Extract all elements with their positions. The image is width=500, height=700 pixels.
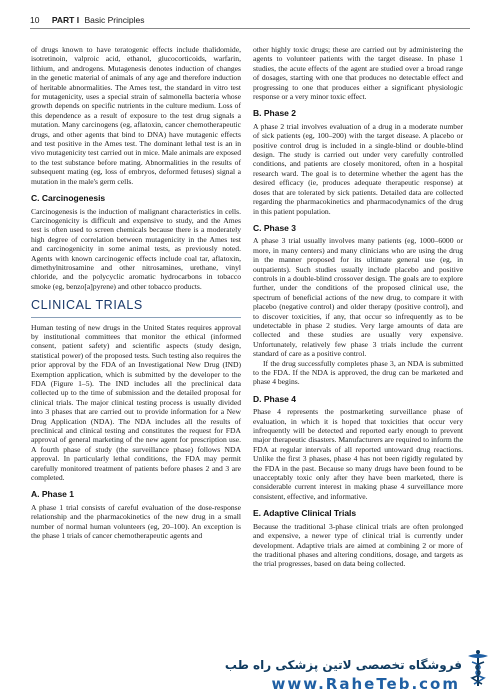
carcinogenesis-paragraph: Carcinogenesis is the induction of malignant characteristics in cells. Carcinogenicity is difficult and expensive to study, and the Ames test is often used to screen chemicals because there is a moderately high degree of correlation between mutagenicity in the Ames test and carcinogenicity in some animal tests, as previously noted. Agents with known carcinogenic effects include coal tar, aflatoxin, dimethylnitrosamine and other nitrosamines, urethane, vinyl chloride, and the polycyclic aromatic hydrocarbons in tobacco smoke (eg, benzo[a]pyrene) and other tobacco products. [31, 206, 241, 291]
section-rule [31, 317, 241, 318]
phase4-heading: D. Phase 4 [253, 393, 296, 404]
phase4-paragraph: Phase 4 represents the postmarketing surveillance phase of evaluation, in which it is hoped that toxicities that occur very infrequently will be detected and reported early enough to prevent major therapeutic disasters. Manufacturers are required to inform the FDA at regular intervals of all reported untoward drug reactions. Unlike the first 3 phases, phase 4 has not been rigidly regulated by the FDA in the past. Because so many drugs have been found to be unacceptably toxic only after they have been marketed, there is considerable current interest in making phase 4 surveillance more consistent, effective, and informative. [253, 407, 463, 501]
watermark-url[interactable]: www.RaheTeb.com [271, 675, 460, 693]
teratogenesis-continued-paragraph: of drugs known to have teratogenic effects include thalidomide, isotretinoin, valproic acid, ethanol, glucocorticoids, warfarin, lithium, and androgens. Mutagenesis denotes induction of changes in the genetic material of animals of any age and therefore induction of heritable abnormalities. The Ames test, the standard in vitro test for mutagenicity, uses a special strain of salmonella bacteria whose growth depends on specific nutrients in the culture medium. Loss of this dependence as a result of exposure to the test drug signals a mutation. Many carcinogens (eg, aflatoxin, cancer chemotherapeutic drugs, and other agents that bind to DNA) have mutagenic effects and test positive in the Ames test. The dominant lethal test is an in vivo mutagenicity test carried out in mice. Male animals are exposed to the test substance before mating. Abnormalities in the results of subsequent mating (eg, loss of embryos, deformed fetuses) signal a mutation in the male's germ cells. [31, 45, 241, 186]
caduceus-logo-icon [464, 648, 492, 688]
phase3-paragraph: A phase 3 trial usually involves many patients (eg, 1000–6000 or more, in many centers) and many clinicians who are using the drug in the manner proposed for its ultimate general use (eg, in outpatients). Such studies usually include placebo and positive controls in a double-blind crossover design. The goals are to explore further, under the conditions of the proposed clinical use, the spectrum of beneficial actions of the new drug, to compare it with placebo (negative control) and older therapy (positive control), and to discover toxicities, if any, that occur so infrequently as to be undetectable in phase 2 studies. Very large amounts of data are collected and these studies are usually very expensive. Unfortunately, relatively few phase 3 trials include the current standard of care as a positive control. [253, 236, 463, 359]
watermark-footer [0, 644, 500, 700]
part-label: PART I [51, 15, 80, 25]
left-column [31, 45, 241, 541]
page-number: 10 [30, 15, 40, 25]
clinical-trials-title: CLINICAL TRIALS [31, 298, 143, 313]
clinical-trials-paragraph: Human testing of new drugs in the United States requires approval by institutional committees that monitor the ethical (informed consent, patient safety) and scientific aspects (study design, statistical power) of the proposed tests. Such testing also requires the prior approval by the FDA of an Investigational New Drug (IND) Exemption application, which is submitted by the developer to the FDA (Figure 1–5). The IND includes all the preclinical data collected up to the time of submission and the detailed proposal for clinical trials. The major clinical testing process is usually divided into 3 phases that are carried out to provide information for a New Drug Application (NDA). The NDA includes all the results of preclinical and clinical testing and constitutes the request for FDA approval of general marketing of the new agent for prescription use. A fourth phase of study (the surveillance phase) follows NDA approval. In particularly lethal conditions, the FDA may permit carefully monitored treatment of patients before phases 2 and 3 are completed. [31, 322, 241, 483]
carcinogenesis-heading: C. Carcinogenesis [31, 193, 106, 204]
phase3-paragraph-2: If the drug successfully completes phase 3, an NDA is submitted to the FDA. If the NDA is approved, the drug can be marketed and phase 4 begins. [253, 358, 463, 387]
phase3-heading: C. Phase 3 [253, 222, 296, 233]
header-rule [30, 28, 470, 29]
part-title: Basic Principles [84, 15, 145, 25]
adaptive-trials-heading: E. Adaptive Clinical Trials [253, 508, 357, 519]
page-header [30, 15, 144, 25]
adaptive-trials-paragraph: Because the traditional 3-phase clinical trials are often prolonged and expensive, a newer type of clinical trial is currently under development. Adaptive trials are aimed at combining 2 or more of the traditional phases and altering conditions, dosage, and targets as the trial progresses, based on data being collected. [253, 521, 463, 569]
phase1-paragraph: A phase 1 trial consists of careful evaluation of the dose-response relationship and the pharmacokinetics of the new drug in a small number of normal human volunteers (eg, 20–100). An exception is the phase 1 trials of cancer chemotherapeutic agents and [31, 502, 241, 541]
phase1-continued-paragraph: other highly toxic drugs; these are carried out by administering the agents to volunteer patients with the target disease. In phase 1 studies, the acute effects of the agent are studied over a broad range of dosages, starting with one that produces no detectable effect and progressing to one that produces either a significant physiologic response or a very minor toxic effect. [253, 45, 463, 102]
phase1-heading: A. Phase 1 [31, 489, 74, 500]
watermark-store-name: فروشگاه تخصصی لاتین پزشکی راه طب [224, 658, 462, 672]
right-column [253, 45, 463, 569]
phase2-paragraph: A phase 2 trial involves evaluation of a drug in a moderate number of sick patients (eg, 100–200) with the target disease. A placebo or positive control drug is included in a single-blind or double-blind design. The study is carried out under very carefully controlled conditions, and patients are closely monitored, often in a hospital research ward. The goal is to determine whether the agent has the desired efficacy (ie, produces adequate therapeutic response) at doses that are tolerated by sick patients. Detailed data are collected regarding the pharmacokinetics and pharmacodynamics of the drug in this patient population. [253, 121, 463, 216]
phase2-heading: B. Phase 2 [253, 108, 296, 119]
